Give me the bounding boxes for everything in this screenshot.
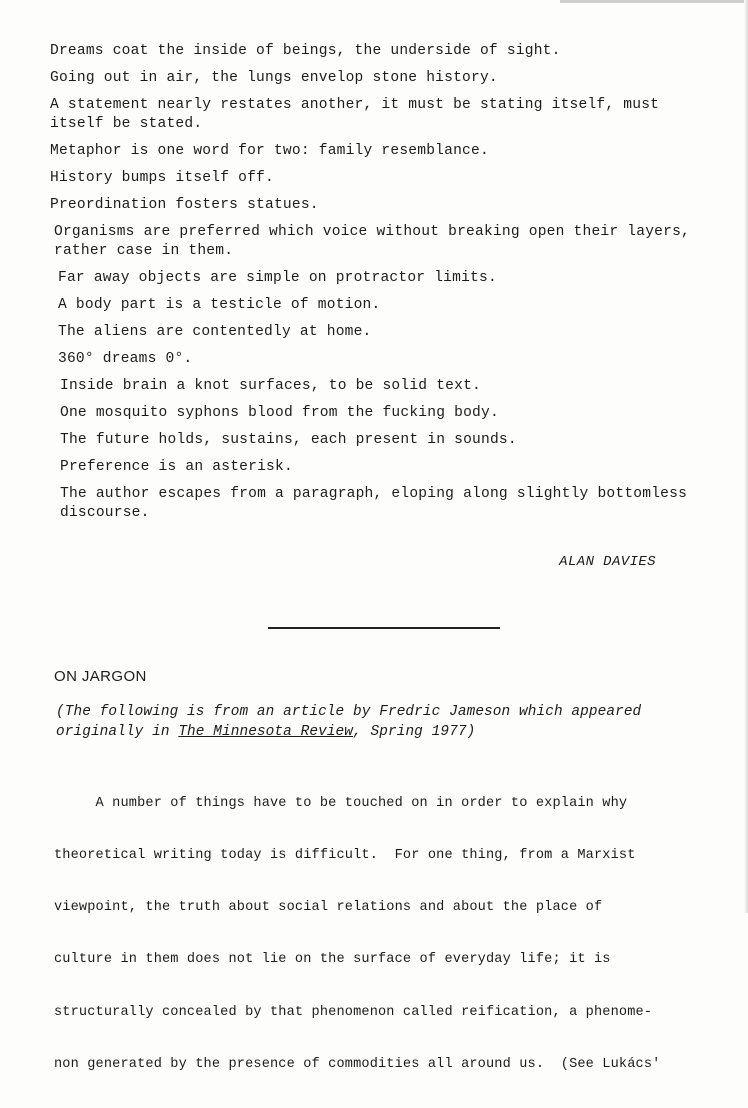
poem-line: Going out in air, the lungs envelop stone history. (50, 70, 498, 86)
article-heading: ON JARGON (54, 668, 147, 685)
journal-title: The Minnesota Review (178, 724, 354, 740)
article-intro (56, 702, 696, 742)
body-line: theoretical writing today is difficult. For one thing, from a Marxist (54, 848, 636, 864)
poem-line: One mosquito syphons blood from the fucking body. (60, 405, 499, 421)
poem-line: A body part is a testicle of motion. (58, 297, 381, 313)
page-edge-top (560, 0, 748, 3)
article-body (54, 760, 724, 1108)
poem-line: Far away objects are simple on protractor limits. (58, 270, 497, 286)
body-line: structurally concealed by that phenomenon called reification, a phenome- (54, 1004, 653, 1020)
poem-author: ALAN DAVIES (559, 554, 656, 570)
body-line: culture in them does not lie on the surface of everyday life; it is (54, 952, 611, 968)
poem-line: The aliens are contentedly at home. (58, 324, 372, 340)
poem-line: History bumps itself off. (50, 170, 274, 186)
intro-text: (The following is from an article by Fredric Jameson which appeared originally in (56, 704, 642, 740)
poem-line: Preference is an asterisk. (60, 459, 293, 475)
section-divider (268, 627, 500, 629)
poem-block (50, 42, 710, 531)
poem-line: Inside brain a knot surfaces, to be solid text. (60, 378, 482, 394)
poem-line: The future holds, sustains, each present in sounds. (60, 432, 517, 448)
poem-line: A statement nearly restates another, it must be stating itself, must itself be stated. (50, 97, 660, 132)
poem-line: Dreams coat the inside of beings, the underside of sight. (50, 43, 561, 59)
poem-line: The author escapes from a paragraph, eloping along slightly bottomless discourse. (60, 486, 688, 521)
body-line: viewpoint, the truth about social relations and about the place of (54, 900, 603, 916)
page-edge-right (744, 0, 748, 913)
body-line: non generated by the presence of commodities all around us. (See Lukács' (54, 1056, 661, 1072)
body-line: A number of things have to be touched on in order to explain why (54, 795, 628, 811)
poem-line: Preordination fosters statues. (50, 197, 319, 213)
intro-text-end: , Spring 1977) (353, 724, 476, 740)
poem-line: Organisms are preferred which voice without breaking open their layers, rather case in them. (54, 224, 690, 259)
poem-line: Metaphor is one word for two: family resemblance. (50, 143, 489, 159)
poem-line: 360° dreams 0°. (58, 351, 193, 367)
